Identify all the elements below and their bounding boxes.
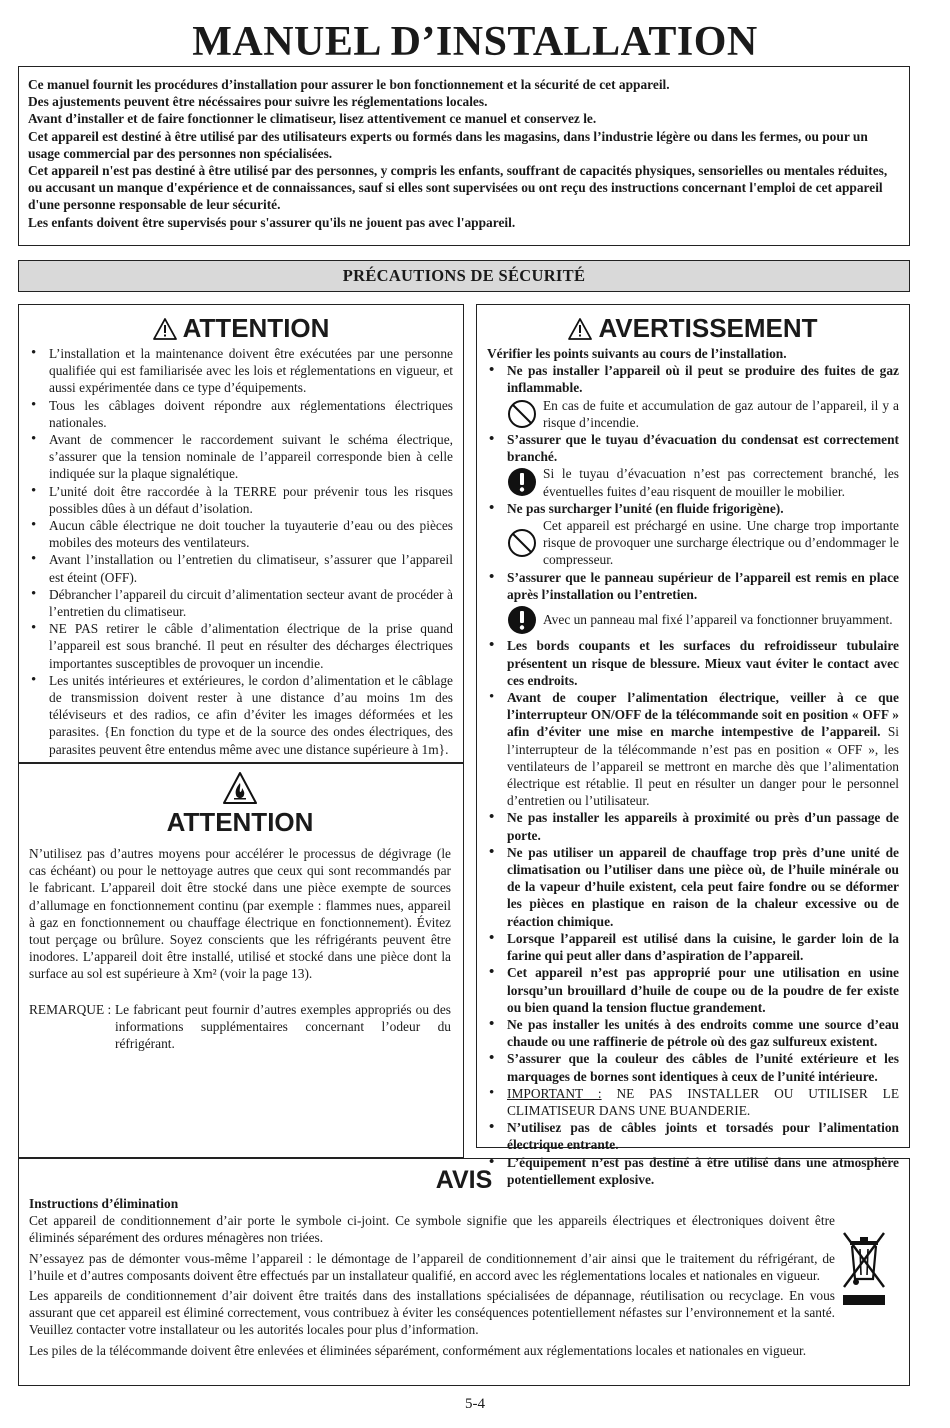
avis-box bbox=[18, 1158, 910, 1386]
list-item: • Avant l’installation ou l’entretien du climatiseur, s’assurer que l’appareil est éteint (OFF). bbox=[29, 551, 453, 585]
list-item: • S’assurer que le tuyau d’évacuation du condensat est correctement branché. bbox=[487, 431, 899, 465]
warning-triangle-icon bbox=[153, 318, 177, 340]
avis-paragraph: Les appareils de conditionnement d’air doivent être traités dans des installations spécialisées de dépannage, réutilisation ou recyclage. En vous assurant que cet appareil est éliminé correctement, vous contribuez à éviter les conséquences potentiellement néfastes sur l’environnement et la santé. Veuillez contacter votre installateur ou les autorités locales pour plus d’information. bbox=[29, 1288, 835, 1338]
remark-label: REMARQUE : bbox=[29, 1001, 112, 1017]
intro-line: Des ajustements peuvent être nécéssaires pour suivre les réglementations locales. bbox=[28, 94, 488, 110]
list-item: • L’unité doit être raccordée à la TERRE pour prévenir tous les risques possibles dûes à un défaut d’isolation. bbox=[29, 483, 453, 517]
flammable-warning-icon bbox=[222, 771, 258, 805]
avertissement-heading bbox=[487, 311, 899, 345]
note bbox=[487, 397, 899, 431]
list-item: • S’assurer que le panneau supérieur de l’appareil est remis en place après l’installation ou l’entretien. bbox=[487, 569, 899, 603]
flame-icon-wrap bbox=[29, 771, 451, 805]
note-text: En cas de fuite et accumulation de gaz autour de l’appareil, il y a risque d’incendie. bbox=[543, 397, 899, 430]
note-text: Si le tuyau d’évacuation n’est pas correctement branché, les éventuelles fuites d’eau risquent de mouiller le mobilier. bbox=[543, 466, 899, 499]
intro-line: Avant d’installer et de faire fonctionner le climatiseur, lisez attentivement ce manuel et conservez le. bbox=[28, 111, 597, 127]
list-item: • N’utilisez pas de câbles joints et torsadés pour l’alimentation électrique entrante. bbox=[487, 1119, 899, 1153]
note bbox=[487, 603, 899, 637]
intro-line: Cet appareil n'est pas destiné à être utilisé par des personnes, y compris les enfants, souffrant de capacités physiques, sensorielles ou mentales réduites, ou accusant un manque d'expérience et de connaissances, sauf si elles sont supervisées ou ont reçu des instructions concernant l'emploi de cet appareil d'une personne responsable de leur sécurité. bbox=[28, 163, 888, 213]
remark bbox=[29, 1001, 451, 1053]
avis-paragraph: Les piles de la télécommande doivent être enlevées et éliminées séparément, conformément aux réglementations locales et nationales en vigueur. bbox=[29, 1342, 807, 1358]
avertissement-lead: Vérifier les points suivants au cours de l’installation. bbox=[487, 346, 787, 361]
attention-heading-text: ATTENTION bbox=[182, 313, 330, 343]
list-item: • L’équipement n’est pas destiné à être utilisé dans une atmosphère potentiellement explosive. bbox=[487, 1154, 899, 1188]
attention-list bbox=[29, 345, 453, 758]
page-title: MANUEL D’INSTALLATION bbox=[192, 19, 758, 65]
important-label: IMPORTANT : bbox=[507, 1085, 602, 1101]
attention-box bbox=[18, 304, 464, 764]
list-item: • Ne pas installer les appareils à proximité ou près d’un passage de porte. bbox=[487, 809, 899, 843]
avis-subtitle: Instructions d’élimination bbox=[29, 1196, 179, 1211]
note-text: Cet appareil est préchargé en usine. Une charge trop importante risque de provoquer une surcharge électrique ou d’endommager le compresseur. bbox=[543, 518, 899, 568]
list-item: • NE PAS retirer le câble d’alimentation électrique de la prise quand l’appareil est sous branché. Il peut en résulter des décharges électriques importantes susceptibles de provoquer un incendie. bbox=[29, 620, 453, 672]
avertissement-heading-text: AVERTISSEMENT bbox=[598, 313, 818, 343]
list-item: • Les bords coupants et les surfaces du refroidisseur tubulaire présentent un risque de blessure. Mieux vaut éviter le contact avec ces endroits. bbox=[487, 637, 899, 689]
avertissement-list bbox=[487, 569, 899, 603]
avertissement-list bbox=[487, 637, 899, 1188]
note-text: Avec un panneau mal fixé l’appareil va fonctionner bruyamment. bbox=[543, 612, 893, 628]
mandatory-icon bbox=[507, 467, 537, 497]
avis-paragraph: Cet appareil de conditionnement d’air porte le symbole ci-joint. Ce symbole signifie que les appareils électriques et électroniques doivent être éliminés séparément des ordures ménagères non triées. bbox=[29, 1213, 835, 1246]
note bbox=[487, 465, 899, 499]
warning-triangle-icon bbox=[568, 318, 592, 340]
list-item-bold: Avant de couper l’alimentation électrique, veiller à ce que l’interrupteur ON/OFF de la télécommande soit en position « OFF » afin d’éviter une mise en marche intempestive de l’appareil. bbox=[507, 690, 899, 740]
avertissement-box bbox=[476, 304, 910, 1187]
list-item: • Aucun câble électrique ne doit toucher la tuyauterie d’eau ou des pièces mobiles des moteurs des ventilateurs. bbox=[29, 517, 453, 551]
page-number: 5-4 bbox=[465, 1396, 485, 1412]
intro-line: Ce manuel fournit les procédures d’installation pour assurer le bon fonctionnement et la sécurité de cet appareil. bbox=[28, 77, 670, 92]
mandatory-icon bbox=[507, 605, 537, 635]
list-item: • Ne pas installer les unités à des endroits comme une source d’eau chaude ou une raffinerie de pétrole où des gaz sulfureux existent. bbox=[487, 1016, 899, 1050]
list-item: • Avant de commencer le raccordement suivant le schéma électrique, s’assurer que la tension nominale de l’appareil corresponde bien à celle indiquée sur la plaque signalétique. bbox=[29, 431, 453, 483]
note bbox=[487, 517, 899, 569]
remark-text: Le fabricant peut fournir d’autres exemples appropriés ou des informations supplémentaires concernant l’odeur du réfrigérant. bbox=[115, 1001, 451, 1052]
list-item: • S’assurer que la couleur des câbles de l’unité extérieure et les marquages de bornes sont identiques à ceux de l’unité intérieure. bbox=[487, 1050, 899, 1084]
flammable-text: N’utilisez pas d’autres moyens pour accélérer le processus de dégivrage (le cas échéant) ou pour le nettoyage autres que ceux qui sont recommandés par le fabricant. L’appareil doit être stocké dans une pièce exempte de sources d’allumage en fonctionnement continu (par exemple : flammes nues, appareil à gaz en fonctionnement ou chauffage électrique en fonctionnement). Évitez tout perçage ou brûlure. Soyez conscients que les réfrigérants peuvent être inodores. L’appareil doit être installé, utilisé et stocké dans une pièce dont la surface au sol est supérieure à Xm² (voir la page 13). bbox=[29, 846, 451, 982]
flammable-attention-heading: ATTENTION bbox=[166, 807, 314, 837]
list-item: • Ne pas installer l’appareil où il peut se produire des fuites de gaz inflammable. bbox=[487, 362, 899, 396]
list-item: • Ne pas utiliser un appareil de chauffage trop près d’une unité de climatisation ou l’utiliser dans une pièce où, de l’huile minérale ou de la vapeur d’huile existent, cela peut faire fondre ou se déformer les pièces en plastique en raison de la chaleur excessive ou de réaction chimique. bbox=[487, 844, 899, 930]
list-item: • L’installation et la maintenance doivent être exécutées par une personne qualifiée qui est familiarisée avec les lois et réglementations en vigueur, et aussi expérimentée dans ce type d’équipements. bbox=[29, 345, 453, 397]
list-item-rest: Si l’interrupteur de la télécommande n’est pas en position « OFF », les ventilateurs de l’appareil se mettront en marche dès que l’alimentation électrique est rétablie. Il peut en résulter un danger pour le personnel d’entretien ou l’utilisateur. bbox=[507, 724, 899, 809]
attention-heading bbox=[29, 311, 453, 345]
list-item: • Lorsque l’appareil est utilisé dans la cuisine, le garder loin de la farine qui peut aller dans d’aspiration de l’appareil. bbox=[487, 930, 899, 964]
avertissement-list bbox=[487, 431, 899, 465]
avis-body bbox=[29, 1195, 835, 1359]
prohibited-icon bbox=[507, 399, 537, 429]
avertissement-list bbox=[487, 362, 899, 396]
crossed-out-bin-icon bbox=[841, 1229, 887, 1312]
list-item bbox=[487, 1085, 899, 1119]
list-item: • Les unités intérieures et extérieures, le cordon d’alimentation et le câblage de transmission doivent rester à une distance d’au moins 1m des téléviseurs et des radios, ce afin d’éviter les images déformées et les parasites. {En fonction du type et de la source des ondes électriques, des parasites peuvent être entendus même avec une distance supérieure à 1m}. bbox=[29, 672, 453, 758]
section-title: PRÉCAUTIONS DE SÉCURITÉ bbox=[18, 260, 910, 292]
list-item bbox=[487, 689, 899, 809]
list-item: • Ne pas surcharger l’unité (en fluide frigorigène). bbox=[487, 500, 899, 517]
list-item: • Cet appareil n’est pas approprié pour une utilisation en usine lorsqu’un brouillard d’huile de coupe ou de la poudre de fer existe ou bien quand la tension fluctue grandement. bbox=[487, 964, 899, 1016]
avis-heading: AVIS bbox=[435, 1166, 493, 1194]
important-text: NE PAS INSTALLER OU UTILISER LE CLIMATISEUR DANS UNE BUANDERIE. bbox=[507, 1085, 900, 1118]
prohibited-icon bbox=[507, 528, 537, 558]
avis-paragraph: N’essayez pas de démonter vous-même l’appareil : le démontage de l’appareil de conditionnement d’air ainsi que le traitement du réfrigérant, de l’huile et d’autres composants doivent être effectués par un installateur qualifié, en accord avec les réglementations locales et nationales en vigueur. bbox=[29, 1250, 835, 1283]
intro-box bbox=[18, 66, 910, 246]
list-item: • Tous les câblages doivent répondre aux réglementations électriques nationales. bbox=[29, 397, 453, 431]
intro-line: Les enfants doivent être supervisés pour s'assurer qu'ils ne jouent pas avec l'appareil. bbox=[28, 214, 516, 230]
list-item: • Débrancher l’appareil du circuit d’alimentation secteur avant de procéder à l’entretien du climatiseur. bbox=[29, 586, 453, 620]
intro-line: Cet appareil est destiné à être utilisé par des utilisateurs experts ou formés dans les magasins, dans l’industrie légère ou dans les fermes, ou pour un usage commercial par des personnes non spécialisées. bbox=[28, 128, 868, 161]
flammable-attention-box bbox=[18, 762, 464, 1158]
avertissement-list bbox=[487, 500, 899, 517]
